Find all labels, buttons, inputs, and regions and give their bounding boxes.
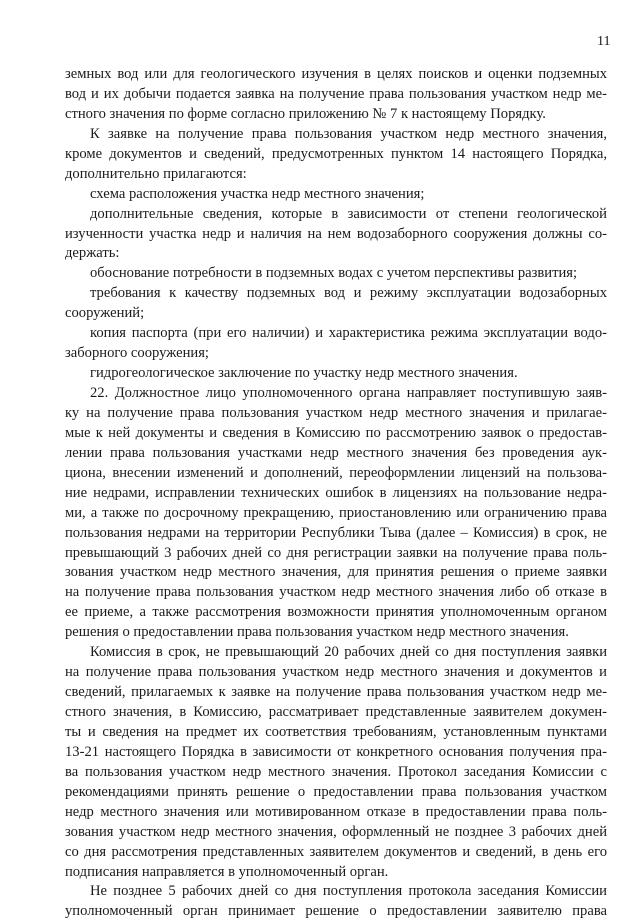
text-line: дополнительно прилагаются:: [65, 165, 247, 182]
text-line: ми, а также по досрочному прекращению, приостановлению или ограничению права: [65, 504, 607, 521]
text-line: 13-21 настоящего Порядка в зависимости от конкретного основания получения пра-: [65, 743, 607, 760]
text-line: ва пользования участком недр местного значения. Протокол заседания Комиссии с: [65, 763, 607, 780]
text-line: стного значения по форме согласно приложению № 7 к настоящему Порядку.: [65, 105, 546, 122]
page-number: 11: [597, 34, 611, 49]
text-line: К заявке на получение права пользования участком недр местного значения,: [90, 125, 607, 142]
text-line: зования участком недр местного значения, оформленный не позднее 3 рабочих дней: [65, 823, 607, 840]
text-line: ку на получение права пользования участком недр местного значения и прилагае-: [65, 404, 607, 421]
text-line: подписания направляется в уполномоченный орган.: [65, 863, 389, 880]
text-line: заборного сооружения;: [65, 345, 209, 362]
text-line: гидрогеологическое заключение по участку недр местного значения.: [90, 365, 518, 382]
text-line: изученности участка недр и наличия на нем водозаборного сооружения должны со-: [65, 225, 607, 242]
text-line: лении права пользования участками недр местного значения без проведения аук-: [65, 444, 607, 461]
text-line: Комиссия в срок, не превышающий 20 рабочих дней со дня поступления заявки: [90, 644, 607, 661]
text-line: требования к качеству подземных вод и режиму эксплуатации водозаборных: [90, 285, 607, 302]
text-line: ние недрами, исправлении технических ошибок в лицензиях на пользование недра-: [65, 484, 607, 501]
text-line: со дня рассмотрения представленных заявителем документов и сведений, в день его: [65, 843, 607, 860]
text-line: рекомендациями принять решение о предоставлении права пользования участком: [65, 783, 607, 800]
text-line: недр местного значения или мотивированном отказе в предоставлении права поль-: [65, 803, 607, 820]
text-line: держать:: [65, 245, 120, 262]
text-line: ее приеме, а также рассмотрения возможности принятия уполномоченным органом: [65, 604, 607, 621]
text-line: дополнительные сведения, которые в зависимости от степени геологической: [90, 205, 607, 222]
text-line: копия паспорта (при его наличии) и характеристика режима эксплуатации водо-: [90, 325, 607, 342]
text-line: вод и их добычи подается заявка на получение права пользования участком недр ме-: [65, 85, 607, 102]
text-line: земных вод или для геологического изучения в целях поисков и оценки подземных: [65, 66, 607, 82]
text-line: пользования недрами на территории Республики Тыва (далее – Комиссия) в срок, не: [65, 524, 607, 541]
text-line: на получение права пользования участком недр местного значения и документов и: [65, 664, 607, 681]
text-line: на получение права пользования участком недр местного значения либо об отказе в: [65, 584, 607, 601]
text-line: уполномоченный орган принимает решение о предоставлении заявителю права: [65, 903, 607, 920]
text-line: кроме документов и сведений, предусмотренных пунктом 14 настоящего Порядка,: [65, 145, 607, 162]
text-line: решения о предоставлении права пользования участком недр местного значения.: [65, 624, 569, 641]
text-line: сооружений;: [65, 305, 145, 322]
text-line: мые к ней документы и сведения в Комиссию по рассмотрению заявок о предостав-: [65, 424, 607, 441]
text-line: сведений, прилагаемых к заявке на получение права пользования участком недр ме-: [65, 684, 607, 701]
text-line: превышающий 3 рабочих дней со дня регистрации заявки на получение права поль-: [65, 544, 607, 561]
text-line: зования участком недр местного значения, для принятия решения о приеме заявки: [65, 564, 607, 581]
text-line: стного значения, в Комиссию, рассматривает представленные заявителем докумен-: [65, 704, 607, 720]
text-line: обоснование потребности в подземных водах с учетом перспективы развития;: [90, 265, 578, 282]
text-line: циона, внесении изменений и дополнений, переоформлении лицензий на пользова-: [65, 464, 607, 481]
text-line: ты и сведения на предмет их соответствия требованиям, установленным пунктами: [65, 723, 607, 740]
text-line: Не позднее 5 рабочих дней со дня поступления протокола заседания Комиссии: [90, 883, 607, 900]
text-line: 22. Должностное лицо уполномоченного органа направляет поступившую заяв-: [90, 385, 607, 401]
document-body: [65, 65, 607, 922]
text-line: схема расположения участка недр местного значения;: [90, 185, 425, 202]
